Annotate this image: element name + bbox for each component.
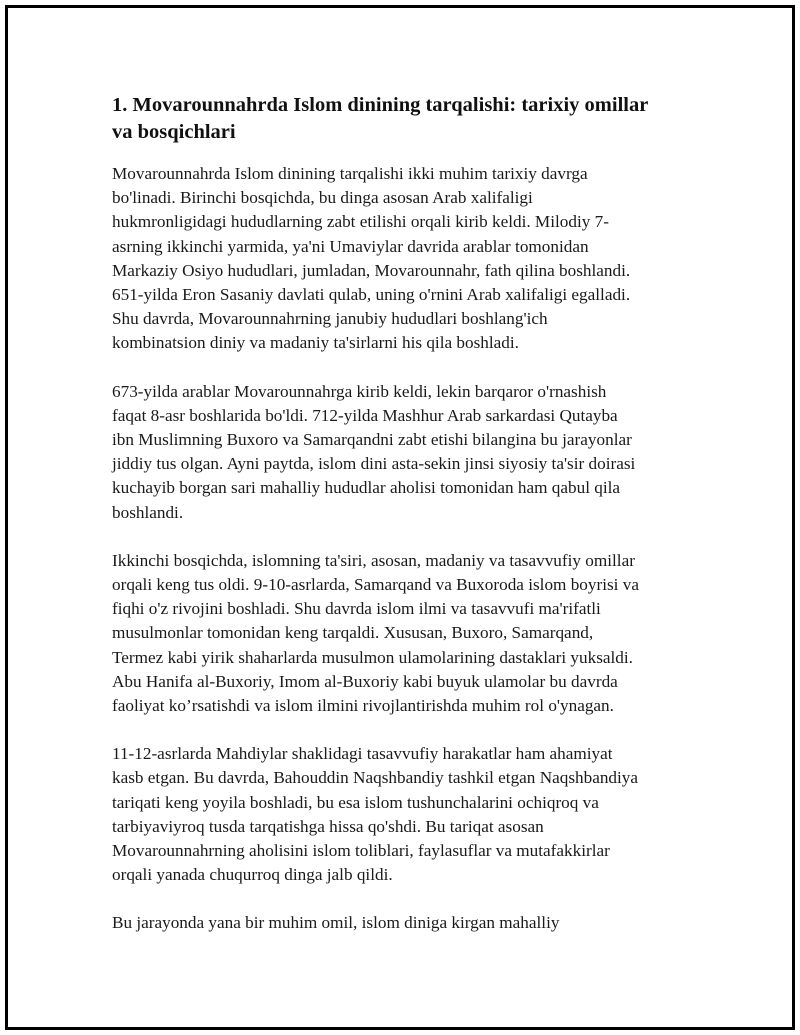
text-line: Ikkinchi bosqichda, islomning ta'siri, asosan, madaniy va tasavvufiy omillar <box>112 550 635 570</box>
text-line: faqat 8-asr boshlarida bo'ldi. 712-yilda Mashhur Arab sarkardasi Qutayba <box>112 405 618 425</box>
document-title <box>112 92 690 146</box>
text-line: orqali keng tus oldi. 9-10-asrlarda, Samarqand va Buxoroda islom boyrisi va <box>112 575 639 595</box>
text-line: Abu Hanifa al-Buxoriy, Imom al-Buxoriy kabi buyuk ulamolar bu davrda <box>112 671 618 691</box>
text-line: orqali yanada chuqurroq dinga jalb qildi. <box>112 865 393 885</box>
document-body <box>112 92 690 960</box>
paragraph-4 <box>112 742 690 887</box>
text-line: 651-yilda Eron Sasaniy davlati qulab, uning o'rnini Arab xalifaligi egalladi. <box>112 285 631 305</box>
text-line: kuchayib borgan sari mahalliy hududlar aholisi tomonidan ham qabul qila <box>112 478 621 498</box>
text-line: bo'linadi. Birinchi bosqichda, bu dinga asosan Arab xalifaligi <box>112 188 533 208</box>
paragraph-2 <box>112 380 690 525</box>
text-line: Shu davrda, Movarounnahrning janubiy hududlari boshlang'ich <box>112 309 548 329</box>
paragraph-1 <box>112 162 690 356</box>
paragraph-5 <box>112 911 690 935</box>
text-line: Markaziy Osiyo hududlari, jumladan, Movarounnahr, fath qilina boshlandi. <box>112 260 631 280</box>
text-line: kasb etgan. Bu davrda, Bahouddin Naqshbandiy tashkil etgan Naqshbandiya <box>112 768 639 788</box>
text-line: tariqati keng yoyila boshladi, bu esa islom tushunchalarini ochiqroq va <box>112 792 599 812</box>
text-line: Movarounnahrning aholisini islom toliblari, faylasuflar va mutafakkirlar <box>112 841 610 861</box>
text-line: boshlandi. <box>112 502 184 522</box>
text-line: tarbiyaviyroq tusda tarqatishga hissa qo'shdi. Bu tariqat asosan <box>112 816 544 836</box>
text-line: kombinatsion diniy va madaniy ta'sirlarni his qila boshladi. <box>112 333 519 353</box>
text-line: ibn Muslimning Buxoro va Samarqandni zabt etishi bilangina bu jarayonlar <box>112 430 632 450</box>
text-line: musulmonlar tomonidan keng tarqaldi. Xususan, Buxoro, Samarqand, <box>112 623 594 643</box>
text-line: Termez kabi yirik shaharlarda musulmon ulamolarining dastaklari yuksaldi. <box>112 647 633 667</box>
title-line: 1. Movarounnahrda Islom dinining tarqalishi: tarixiy omillar <box>112 94 649 116</box>
text-line: faoliyat ko’rsatishdi va islom ilmini rivojlantirishda muhim rol o'ynagan. <box>112 696 614 716</box>
text-line: hukmronligidagi hududlarning zabt etilishi orqali kirib keldi. Milodiy 7- <box>112 212 609 232</box>
title-line: va bosqichlari <box>112 121 236 143</box>
text-line: Movarounnahrda Islom dinining tarqalishi ikki muhim tarixiy davrga <box>112 164 588 183</box>
text-line: Bu jarayonda yana bir muhim omil, islom diniga kirgan mahalliy <box>112 913 560 933</box>
text-line: jiddiy tus olgan. Ayni paytda, islom dini asta-sekin jinsi siyosiy ta'sir doirasi <box>112 454 636 474</box>
text-line: fiqhi o'z rivojini boshladi. Shu davrda islom ilmi va tasavvufi ma'rifatli <box>112 599 601 619</box>
text-line: asrning ikkinchi yarmida, ya'ni Umaviylar davrida arablar tomonidan <box>112 236 589 256</box>
paragraph-3 <box>112 549 690 718</box>
text-line: 11-12-asrlarda Mahdiylar shaklidagi tasavvufiy harakatlar ham ahamiyat <box>112 744 613 764</box>
text-line: 673-yilda arablar Movarounnahrga kirib keldi, lekin barqaror o'rnashish <box>112 381 607 401</box>
